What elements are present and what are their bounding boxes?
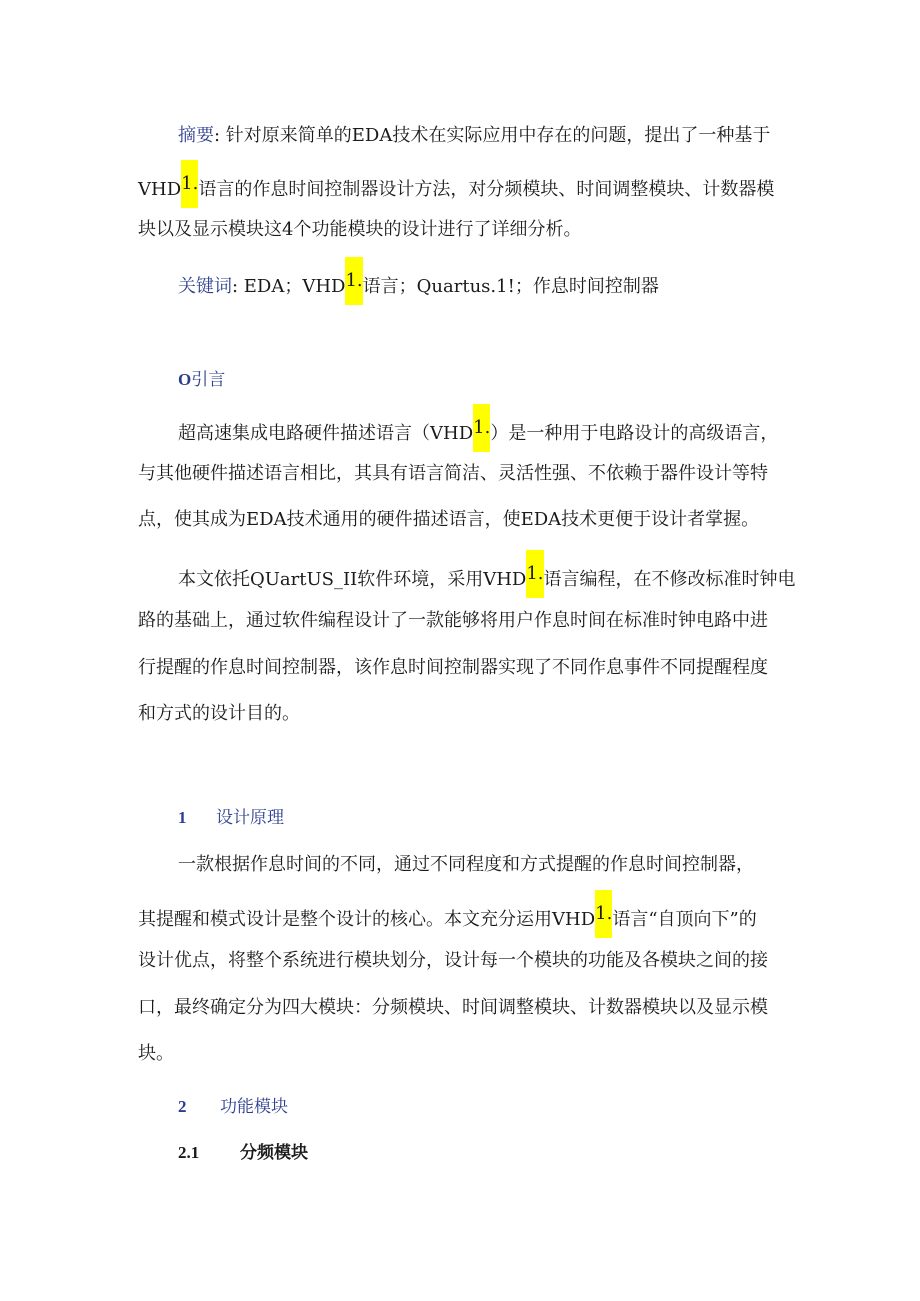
- section-title: 功能模块: [220, 1097, 288, 1117]
- section-title: 分频模块: [240, 1143, 308, 1163]
- abstract-line-3: 块以及显示模块这4个功能模块的设计进行了详细分析。: [138, 219, 582, 240]
- intro-p2-line-2: 路的基础上，通过软件编程设计了一款能够将用户作息时间在标准时钟电路中进: [138, 610, 768, 631]
- highlight-mark: 1.: [473, 404, 490, 452]
- abstract-text-2: 语言的作息时间控制器设计方法，对分频模块、时间调整模块、计数器模: [198, 179, 775, 200]
- keywords-line: [178, 269, 659, 305]
- keywords-label: 关键词: [178, 276, 232, 297]
- intro-p2-line-1: [178, 562, 796, 598]
- intro-p2-line-4: 和方式的设计目的。: [138, 703, 300, 724]
- intro-p1-line-1: [178, 416, 778, 452]
- intro2-text-pre: 本文依托QUartUS_II软件环境，采用VHD: [178, 569, 527, 590]
- section-heading-principle: [178, 806, 284, 830]
- section-heading-divider-module: [178, 1141, 308, 1165]
- principle-text-post: 语言“自顶向下”的: [612, 909, 757, 930]
- principle-text-pre: 其提醒和模式设计是整个设计的核心。本文充分运用VHD: [138, 909, 596, 930]
- highlight-mark: 1.: [526, 550, 543, 598]
- vhdl-prefix: VHD: [138, 179, 182, 200]
- section-number: 2: [178, 1097, 187, 1116]
- abstract-text-1: : 针对原来简单的EDA技术在实际应用中存在的问题，提出了一种基于: [214, 125, 771, 146]
- intro-text-post: ）是一种用于电路设计的高级语言，: [490, 423, 779, 444]
- section-title: 引言: [191, 370, 226, 390]
- intro-p2-line-3: 行提醒的作息时间控制器，该作息时间控制器实现了不同作息事件不同提醒程度: [138, 657, 768, 678]
- principle-line-2: [138, 902, 757, 938]
- section-number: O: [178, 370, 192, 389]
- highlight-mark: 1.: [181, 160, 198, 208]
- principle-line-1: 一款根据作息时间的不同，通过不同程度和方式提醒的作息时间控制器，: [178, 854, 754, 875]
- intro-text-pre: 超高速集成电路硬件描述语言（VHD: [178, 423, 474, 444]
- section-title: 设计原理: [216, 808, 284, 828]
- highlight-mark: 1.: [595, 890, 612, 938]
- principle-line-3: 设计优点，将整个系统进行模块划分，设计每一个模块的功能及各模块之间的接: [138, 950, 768, 971]
- section-heading-intro: [178, 368, 225, 392]
- highlight-mark: 1.: [345, 257, 362, 305]
- intro-p1-line-2: 与其他硬件描述语言相比，其具有语言简洁、灵活性强、不依赖于器件设计等特: [138, 463, 768, 484]
- section-number: 1: [178, 808, 187, 827]
- intro-p1-line-3: 点，使其成为EDA技术通用的硬件描述语言，使EDA技术更便于设计者掌握。: [138, 509, 760, 530]
- principle-line-4: 口，最终确定分为四大模块：分频模块、时间调整模块、计数器模块以及显示模: [138, 997, 768, 1018]
- abstract-line-2: [138, 172, 774, 208]
- section-number: 2.1: [178, 1143, 200, 1162]
- keywords-text-post: 语言；Quartus.1!；作息时间控制器: [362, 276, 659, 297]
- keywords-text-pre: : EDA；VHD: [232, 276, 346, 297]
- abstract-line-1: [178, 124, 770, 148]
- abstract-label: 摘要: [178, 125, 214, 146]
- section-heading-modules: [178, 1095, 288, 1119]
- principle-line-5: 块。: [138, 1043, 174, 1064]
- intro2-text-post: 语言编程，在不修改标准时钟电: [543, 569, 796, 590]
